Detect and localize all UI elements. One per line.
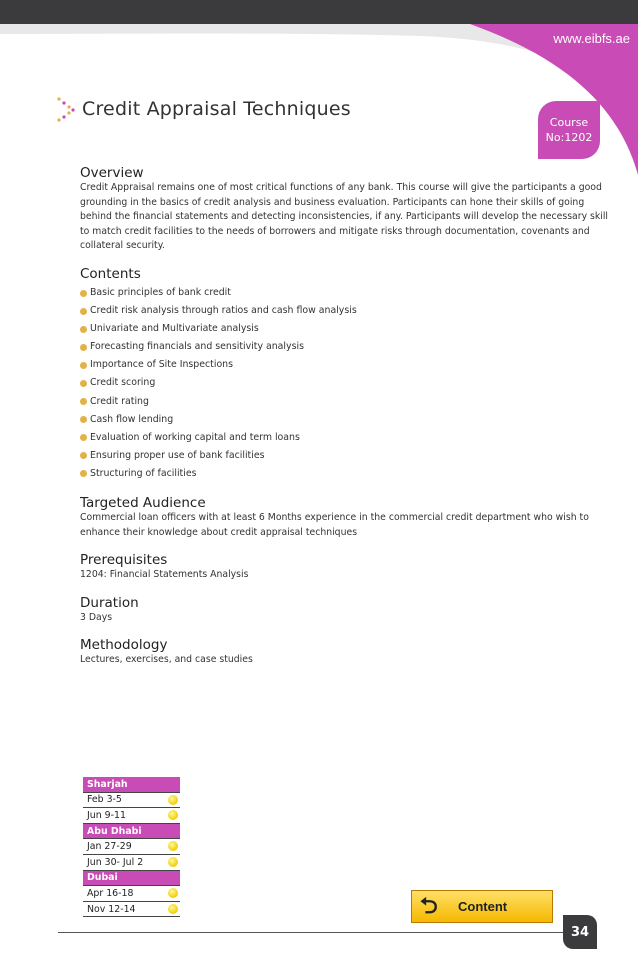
date-text: Jun 9-11 [87, 809, 126, 821]
content-button[interactable] [411, 890, 553, 923]
methodology-heading: Methodology [80, 637, 168, 654]
list-item [80, 302, 608, 320]
overview-section [80, 165, 608, 254]
duration-section [80, 595, 608, 626]
footer-divider [58, 932, 572, 933]
course-details [80, 165, 608, 668]
date-text: Nov 12-14 [87, 903, 136, 915]
bullet-icon [80, 362, 87, 369]
status-dot-icon [168, 795, 178, 805]
schedule-table [83, 777, 180, 917]
bullet-icon [80, 290, 87, 297]
list-item-text: Structuring of facilities [90, 467, 197, 479]
overview-text: Credit Appraisal remains one of most critical functions of any bank. This course will give the participants a good grounding in the basics of credit analysis and business evaluation. Participants can hone their skills of going behind the financial statements and detecting inconsistencies, if any. Participants will develop the necessary skill to match credit facilities to the needs of borrowers and mitigate risks through documentation, covenants and collateral security. [80, 182, 608, 252]
duration-heading: Duration [80, 594, 139, 611]
bullet-icon [80, 470, 87, 477]
bullet-icon [80, 452, 87, 459]
methodology-section [80, 637, 608, 668]
bullet-icon [80, 380, 87, 387]
prerequisites-text: 1204: Financial Statements Analysis [80, 569, 249, 581]
date-cell [83, 808, 180, 824]
status-dot-icon [168, 904, 178, 914]
list-item-text: Importance of Site Inspections [90, 359, 234, 371]
bullet-icon [80, 308, 87, 315]
overview-heading: Overview [80, 165, 144, 181]
page-number: 34 [563, 915, 597, 949]
list-item [80, 465, 608, 483]
status-dot-icon [168, 810, 178, 820]
bullet-icon [80, 416, 87, 423]
date-text: Feb 3-5 [87, 794, 122, 806]
list-item [80, 447, 608, 465]
audience-section [80, 495, 608, 540]
list-item [80, 338, 608, 356]
list-item [80, 411, 608, 429]
list-item [80, 356, 608, 374]
table-row [83, 854, 180, 870]
date-text: Apr 16-18 [87, 887, 134, 899]
course-title-block [56, 96, 351, 122]
list-item [80, 429, 608, 447]
bullet-icon [80, 398, 87, 405]
audience-heading: Targeted Audience [80, 495, 206, 511]
list-item-text: Credit scoring [90, 377, 156, 389]
header-swoosh-graphic [0, 0, 638, 190]
list-item-text: Forecasting financials and sensitivity analysis [90, 341, 304, 353]
list-item [80, 393, 608, 411]
course-number-badge [538, 101, 600, 159]
table-row [83, 901, 180, 917]
table-row [83, 823, 180, 839]
table-row [83, 870, 180, 886]
list-item-text: Ensuring proper use of bank facilities [90, 449, 265, 461]
date-text: Jan 27-29 [87, 841, 132, 853]
city-name: Sharjah [83, 777, 180, 792]
bullet-icon [80, 434, 87, 441]
city-name: Dubai [83, 870, 180, 886]
city-name: Abu Dhabi [83, 823, 180, 839]
dots-decoration-icon [56, 96, 76, 122]
date-cell [83, 839, 180, 855]
bullet-icon [80, 326, 87, 333]
list-item [80, 284, 608, 302]
list-item [80, 374, 608, 392]
date-cell [83, 854, 180, 870]
contents-list [80, 284, 608, 483]
date-cell [83, 886, 180, 902]
table-row [83, 792, 180, 808]
course-title: Credit Appraisal Techniques [82, 98, 351, 120]
contents-heading: Contents [80, 265, 141, 282]
methodology-text: Lectures, exercises, and case studies [80, 654, 253, 666]
list-item-text: Basic principles of bank credit [90, 286, 231, 298]
duration-text: 3 Days [80, 611, 113, 623]
website-url[interactable]: www.eibfs.ae [553, 31, 630, 46]
content-button-label: Content [458, 899, 508, 914]
prerequisites-section [80, 552, 608, 583]
date-cell [83, 901, 180, 917]
course-badge-label: Course [549, 116, 589, 129]
status-dot-icon [168, 841, 178, 851]
list-item-text: Evaluation of working capital and term loans [90, 431, 300, 443]
bullet-icon [80, 344, 87, 351]
back-arrow-icon: ⮌ [420, 893, 438, 919]
status-dot-icon [168, 888, 178, 898]
table-row [83, 839, 180, 855]
date-cell [83, 792, 180, 808]
list-item-text: Credit rating [90, 395, 149, 407]
list-item-text: Univariate and Multivariate analysis [90, 323, 259, 335]
list-item [80, 320, 608, 338]
contents-section [80, 266, 608, 483]
list-item-text: Cash flow lending [90, 413, 174, 425]
list-item-text: Credit risk analysis through ratios and cash flow analysis [90, 305, 357, 317]
table-row [83, 808, 180, 824]
table-row [83, 777, 180, 792]
course-badge-number: No:1202 [545, 131, 593, 144]
status-dot-icon [168, 857, 178, 867]
audience-text: Commercial loan officers with at least 6 Months experience in the commercial credit department who wish to enhance their knowledge about credit appraisal techniques [80, 512, 589, 538]
table-row [83, 886, 180, 902]
prerequisites-heading: Prerequisites [80, 552, 168, 569]
date-text: Jun 30- Jul 2 [87, 856, 144, 868]
